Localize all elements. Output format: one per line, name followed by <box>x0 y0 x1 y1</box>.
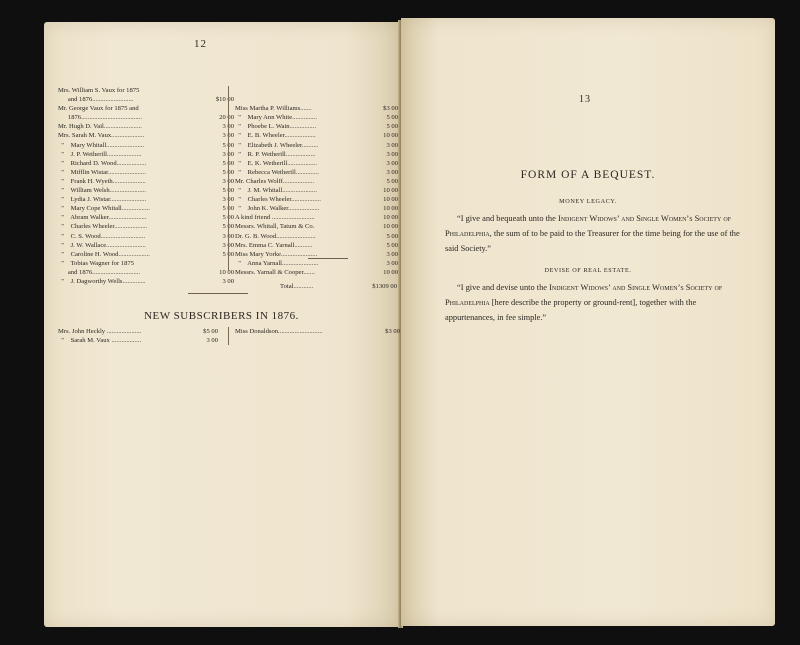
devise-text <box>445 280 745 325</box>
subscriber-name: " R. P. Wetherill.................. <box>235 150 316 158</box>
subscriber-name: and 1876......................... <box>58 96 134 104</box>
new-subscribers-column-1 <box>58 327 218 345</box>
section-divider <box>188 293 248 294</box>
subscriber-amount: 3 00 <box>222 196 234 204</box>
subscriber-entry <box>235 131 398 140</box>
devise-text-end: [here describe the property or ground-rent], together with the appurtenances, in fee simple.” <box>445 298 697 322</box>
subscriber-name: " Frank H. Wyeth.................... <box>58 177 146 185</box>
subscriber-name: Mrs. Emma C. Yarnall........... <box>235 241 313 249</box>
subscriber-entry <box>58 232 234 241</box>
subscriber-entry <box>235 222 398 231</box>
subscriber-entry <box>235 177 398 186</box>
subscriber-amount: $3 00 <box>385 328 400 335</box>
subscriber-entry <box>58 159 234 168</box>
subscriber-entry <box>235 232 398 241</box>
subscriber-name: " E. B. Wheeler................... <box>235 132 316 140</box>
subscriber-name: " Abram Walker....................... <box>58 214 147 222</box>
subscriber-amount: $3 00 <box>383 105 398 113</box>
subscriber-amount: $10 00 <box>215 96 234 104</box>
subscriber-name: Mr. Charles Wolff................... <box>235 177 315 185</box>
subscriber-name: Miss Donaldson........................... <box>235 328 323 335</box>
bequest-title: FORM OF A BEQUEST. <box>520 169 656 181</box>
right-page <box>401 18 775 626</box>
subscriber-entry <box>58 150 234 159</box>
subscriber-name: " Elizabeth J. Wheeler.......... <box>235 141 319 149</box>
subscriber-entry <box>58 204 234 213</box>
devise-heading: DEVISE OF REAL ESTATE. <box>544 267 632 274</box>
subscriber-entry <box>58 141 234 150</box>
subscriber-name: " Sarah M. Vaux .................. <box>58 337 142 345</box>
total-rule <box>308 258 348 259</box>
subscriber-name: A kind friend .......................... <box>235 214 315 222</box>
subscriber-amount: 3 00 <box>222 177 234 185</box>
subscriber-entry <box>235 241 398 250</box>
subscriber-name: Mrs. John Heckly ..................... <box>58 328 142 335</box>
subscriber-name: " Anna Yarnall...................... <box>235 259 319 267</box>
total-label: Total............ <box>280 283 314 291</box>
subscriber-name: " J. M. Whitall..................... <box>235 187 317 195</box>
subscriber-amount: 3 00 <box>222 277 234 285</box>
subscriber-name: " Charles Wheeler.................. <box>235 196 321 204</box>
subscriber-amount: 20 00 <box>219 114 234 122</box>
new-subscribers-column-2 <box>228 327 400 345</box>
page-number: 12 <box>194 38 207 50</box>
page-number: 13 <box>579 94 591 105</box>
subscriber-name: Messrs. Yarnall & Cooper....... <box>235 268 315 276</box>
subscriber-name: Dr. G. B. Wood........................ <box>235 232 316 240</box>
subscriber-name: " J. W. Wallace........................ <box>58 241 146 249</box>
subscriber-name: Mrs. Sarah M. Vaux.................... <box>58 132 145 140</box>
subscriber-entry <box>58 327 218 336</box>
subscriber-amount: 3 00 <box>222 123 234 131</box>
subscriber-amount: 3 00 <box>386 141 398 149</box>
subscriber-name: " Mifflin Wistar....................... <box>58 168 146 176</box>
subscriber-entry <box>58 168 234 177</box>
subscriber-amount: 3 00 <box>222 232 234 240</box>
subscriber-name: Mr. Hugh D. Vail....................... <box>58 123 142 131</box>
subscriber-name: Miss Mary Yorke...................... <box>235 250 318 258</box>
subscriber-amount: 3 00 <box>386 259 398 267</box>
subscriber-amount: 5 00 <box>386 114 398 122</box>
money-text-end: , the sum of to be paid to the Treasurer for the time being for the use of the said Society.” <box>445 229 740 253</box>
subscriber-amount: 5 00 <box>222 214 234 222</box>
subscriber-amount: 5 00 <box>386 241 398 249</box>
subscriber-amount: 3 00 <box>222 241 234 249</box>
subscriber-amount: 5 00 <box>222 187 234 195</box>
subscriber-amount: 3 00 <box>386 168 398 176</box>
subscriber-amount: 3 00 <box>206 337 218 345</box>
subscriber-entry <box>235 327 400 336</box>
total-amount: $1309 00 <box>372 283 397 291</box>
subscriber-entry <box>235 159 398 168</box>
subscriber-name: " Phoebe L. Wain................ <box>235 123 316 131</box>
subscriber-entry <box>58 213 234 222</box>
society-name: Indigent Widows’ and Single Women’s Society of Philadelphia <box>445 283 723 307</box>
subscriber-amount: 10 00 <box>383 187 398 195</box>
subscriber-name: " J. P. Wetherill..................... <box>58 150 142 158</box>
subscriber-entry <box>58 95 234 104</box>
subscriber-name: and 1876............................. <box>58 268 141 276</box>
money-legacy-text <box>445 211 745 256</box>
subscriber-amount: 5 00 <box>222 159 234 167</box>
subscriber-amount: 3 00 <box>386 150 398 158</box>
subscriber-amount: 5 00 <box>386 177 398 185</box>
subscriber-name: " Richard D. Wood.................. <box>58 159 147 167</box>
money-legacy-heading: MONEY LEGACY. <box>559 198 617 205</box>
subscriber-name: " C. S. Wood........................... <box>58 232 146 240</box>
subscriber-entry <box>235 122 398 131</box>
subscriber-entry <box>58 104 234 113</box>
subscriber-entry <box>58 277 234 286</box>
subscriber-name: Mrs. William S. Vaux for 1875 <box>58 87 140 94</box>
subscriber-entry <box>235 104 398 113</box>
subscribers-column-1 <box>58 86 234 286</box>
subscriber-amount: 5 00 <box>222 141 234 149</box>
subscriber-amount: 10 00 <box>383 196 398 204</box>
subscriber-entry <box>235 195 398 204</box>
subscriber-entry <box>58 195 234 204</box>
subscriber-amount: 10 00 <box>383 205 398 213</box>
subscriber-entry <box>58 222 234 231</box>
subscriber-amount: 5 00 <box>222 250 234 258</box>
subscriber-name: Messrs. Whitall, Tatum & Co. <box>235 223 315 231</box>
subscriber-name: " J. Dagworthy Wells.............. <box>58 277 146 285</box>
subscriber-name: Miss Martha P. Williams....... <box>235 105 312 113</box>
subscriber-entry <box>58 250 234 259</box>
subscriber-name: " Mary Cope Whitall................. <box>58 205 150 213</box>
subscriber-amount: 5 00 <box>222 205 234 213</box>
subscriber-entry <box>58 336 218 345</box>
subscriber-entry <box>58 122 234 131</box>
subscriber-amount: 5 00 <box>386 123 398 131</box>
subscriber-amount: 10 00 <box>383 268 398 276</box>
subscriber-entry <box>235 186 398 195</box>
subscriber-entry <box>58 177 234 186</box>
subscriber-entry <box>58 113 234 122</box>
subscriber-name: " E. K. Wetherill.................. <box>235 159 317 167</box>
subscriber-entry <box>58 259 234 268</box>
subscriber-entry <box>235 168 398 177</box>
subscriber-entry <box>58 131 234 140</box>
subscriber-amount: 10 00 <box>383 214 398 222</box>
subscriber-name: " Mary Whitall....................... <box>58 141 145 149</box>
subscriber-entry <box>235 204 398 213</box>
subscriber-name: " William Welsh...................... <box>58 187 146 195</box>
subscriber-amount: 10 00 <box>383 132 398 140</box>
new-subscribers-heading: NEW SUBSCRIBERS IN 1876. <box>144 310 299 322</box>
subscriber-name: " Tobias Wagner for 1875 <box>58 259 134 267</box>
devise-text-start: “I give and devise unto the <box>457 283 550 292</box>
total-row <box>234 264 397 309</box>
subscriber-amount: 5 00 <box>222 168 234 176</box>
subscriber-amount: 10 00 <box>219 268 234 276</box>
subscriber-entry <box>235 150 398 159</box>
subscriber-name: " Mary Ann White............... <box>235 114 317 122</box>
subscriber-amount: 3 00 <box>222 132 234 140</box>
subscriber-entry <box>235 113 398 122</box>
subscriber-entry <box>58 86 234 95</box>
subscriber-amount: 5 00 <box>386 232 398 240</box>
subscriber-amount: 3 00 <box>386 250 398 258</box>
society-name: Indigent Widows’ and Single Women’s Society of Philadelphia <box>445 214 732 238</box>
subscriber-name: Mr. George Vaux for 1875 and <box>58 105 139 113</box>
subscriber-entry <box>235 213 398 222</box>
subscriber-entry <box>235 141 398 150</box>
subscriber-amount: $5 00 <box>203 328 218 335</box>
subscriber-name: " Lydia J. Wistar...................... <box>58 196 147 204</box>
subscriber-name: 1876..................................... <box>58 114 143 122</box>
subscriber-amount: 3 00 <box>222 150 234 158</box>
subscriber-amount: 5 00 <box>222 223 234 231</box>
subscribers-column-2 <box>228 86 398 276</box>
subscriber-entry <box>58 186 234 195</box>
subscriber-entry <box>58 241 234 250</box>
subscriber-name: " Rebecca Wetherill.............. <box>235 168 319 176</box>
subscriber-amount: 10 00 <box>383 223 398 231</box>
subscriber-name: " Charles Wheeler.................... <box>58 223 148 231</box>
subscriber-entry <box>58 268 234 277</box>
subscriber-amount: 3 00 <box>386 159 398 167</box>
subscriber-name: " John K. Walker................... <box>235 205 320 213</box>
money-text-start: “I give and bequeath unto the <box>457 214 558 223</box>
subscriber-name: " Caroline H. Wood................... <box>58 250 150 258</box>
